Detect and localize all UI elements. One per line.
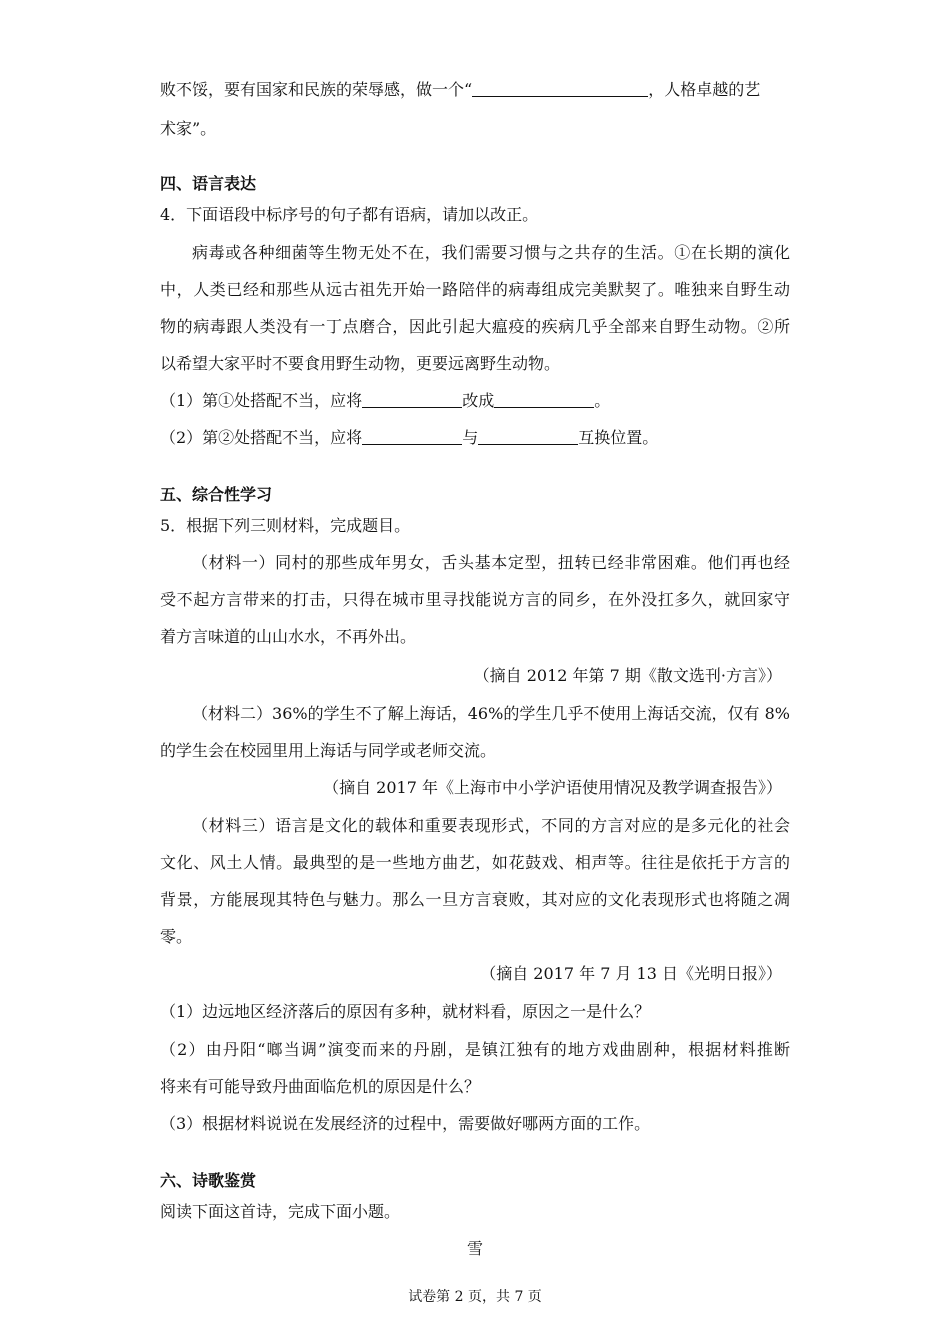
subquestion-5-3: （3）根据材料说说在发展经济的过程中，需要做好哪两方面的工作。 [160, 1114, 651, 1133]
s3-line-2: 术家”。 [160, 119, 217, 138]
subquestion-5-1: （1）边远地区经济落后的原因有多种，就材料看，原因之一是什么？ [160, 1002, 651, 1021]
text: 与 [462, 428, 479, 447]
text: 改成 [462, 391, 495, 410]
material-3-line: 文化、风土人情。最典型的是一些地方曲艺，如花鼓戏、相声等。往往是依托于方言的 [160, 853, 790, 872]
material-1-line: （材料一）同村的那些成年男女，舌头基本定型，扭转已经非常困难。他们再也经 [192, 553, 790, 572]
answer-blank[interactable] [362, 391, 462, 408]
poem-title: 雪 [466, 1239, 483, 1258]
material-2-source: （摘自 2017 年《上海市中小学沪语使用情况及教学调查报告》） [323, 778, 782, 797]
passage-line: 物的病毒跟人类没有一丁点磨合，因此引起大瘟疫的疾病几乎全部来自野生动物。②所 [160, 317, 790, 336]
answer-blank[interactable] [362, 428, 462, 445]
text: 互换位置。 [578, 428, 659, 447]
subquestion-4-1 [160, 390, 610, 412]
text: 败不馁，要有国家和民族的荣辱感，做一个“ [160, 80, 473, 99]
material-1-line: 着方言味道的山山水水，不再外出。 [160, 627, 417, 646]
material-3-line: 零。 [160, 927, 193, 946]
material-3-line: （材料三）语言是文化的载体和重要表现形式，不同的方言对应的是多元化的社会 [192, 816, 790, 835]
answer-blank[interactable] [494, 391, 594, 408]
material-3-line: 背景，方能展现其特色与魅力。那么一旦方言衰败，其对应的文化表现形式也将随之凋 [160, 890, 790, 909]
text: （1）第①处搭配不当，应将 [160, 391, 363, 410]
material-2-line: 的学生会在校园里用上海话与同学或老师交流。 [160, 741, 497, 760]
text: （2）第②处搭配不当，应将 [160, 428, 363, 447]
section-heading-4: 四、语言表达 [160, 174, 257, 193]
material-1-source: （摘自 2012 年第 7 期《散文选刊·方言》） [473, 666, 782, 685]
section-heading-5: 五、综合性学习 [160, 485, 273, 504]
s3-line-1 [160, 79, 760, 101]
passage-line: 病毒或各种细菌等生物无处不在，我们需要习惯与之共存的生活。①在长期的演化 [192, 243, 790, 262]
material-3-source: （摘自 2017 年 7 月 13 日《光明日报》） [480, 964, 782, 983]
question-6: 阅读下面这首诗，完成下面小题。 [160, 1202, 401, 1221]
question-5: 5．根据下列三则材料，完成题目。 [160, 516, 411, 535]
text: 。 [594, 391, 611, 410]
subquestion-5-2-cont: 将来有可能导致丹曲面临危机的原因是什么？ [160, 1077, 481, 1096]
material-2-line: （材料二）36%的学生不了解上海话，46%的学生几乎不使用上海话交流，仅有 8% [192, 704, 790, 723]
answer-blank[interactable] [478, 428, 578, 445]
page-footer: 试卷第 2 页，共 7 页 [408, 1289, 542, 1305]
material-1-line: 受不起方言带来的打击，只得在城市里寻找能说方言的同乡，在外没扛多久，就回家守 [160, 590, 790, 609]
question-4: 4．下面语段中标序号的句子都有语病，请加以改正。 [160, 205, 539, 224]
answer-blank[interactable] [472, 80, 648, 97]
text: ，人格卓越的艺 [648, 80, 761, 99]
passage-line: 中，人类已经和那些从远古祖先开始一路陪伴的病毒组成完美默契了。唯独来自野生动 [160, 280, 790, 299]
passage-line: 以希望大家平时不要食用野生动物，更要远离野生动物。 [160, 354, 561, 373]
subquestion-5-2: （2）由丹阳“啷当调”演变而来的丹剧，是镇江独有的地方戏曲剧种，根据材料推断 [160, 1040, 790, 1059]
subquestion-4-2 [160, 427, 658, 449]
section-heading-6: 六、诗歌鉴赏 [160, 1171, 257, 1190]
